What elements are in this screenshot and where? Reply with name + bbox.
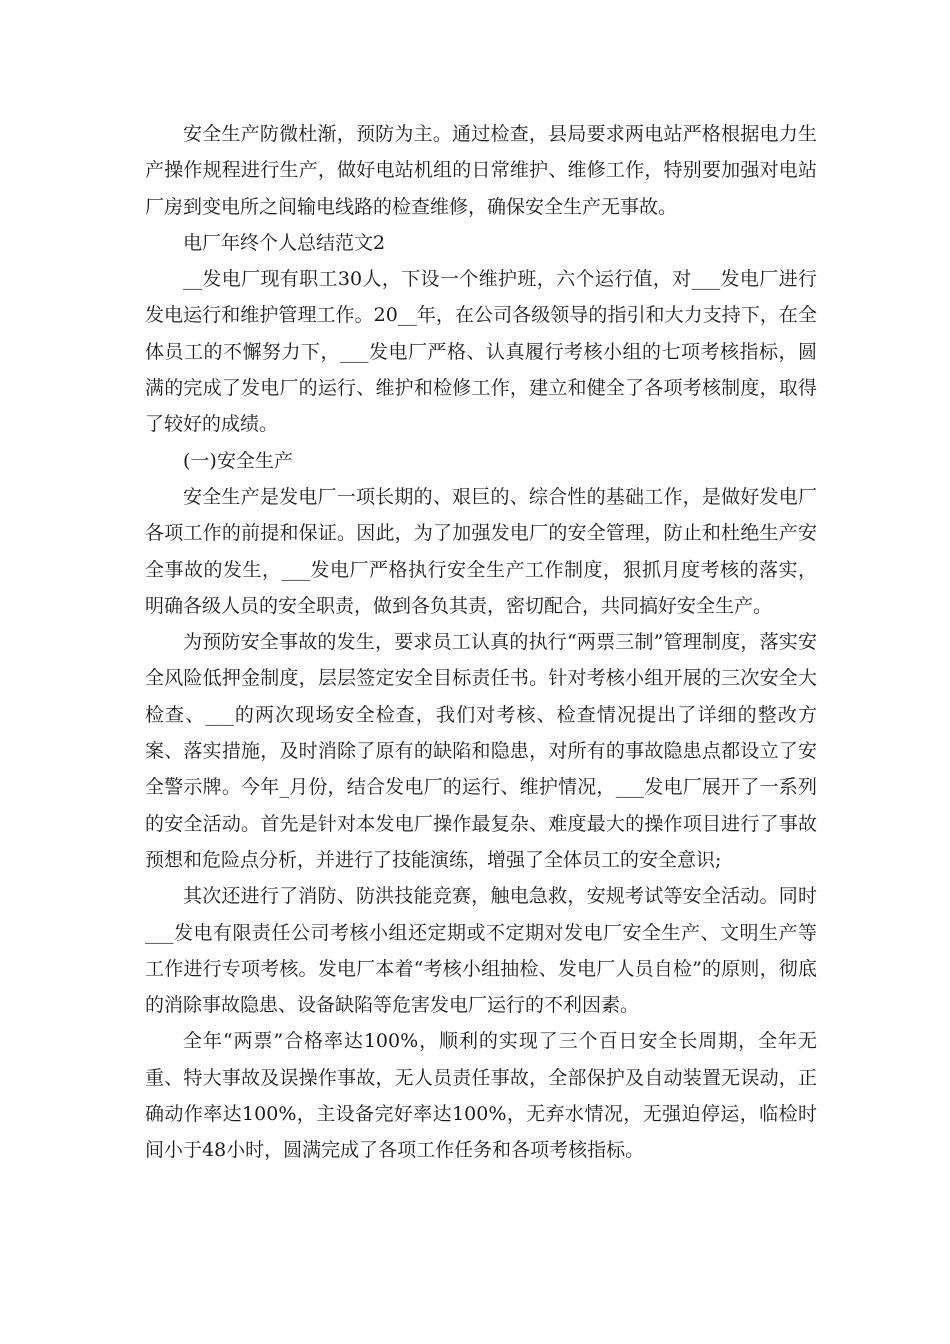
paragraph-safety-prevention: 安全生产防微杜渐，预防为主。通过检查，县局要求两电站严格根据电力生产操作规程进行生产，做好电站机组的日常维护、维修工作，特别要加强对电站厂房到变电所之间输电线路的检查维修，确保安全生产无事故。 xyxy=(145,123,817,218)
paragraph-safety-foundation: 安全生产是发电厂一项长期的、艰巨的、综合性的基础工作，是做好发电厂各项工作的前提和保证。因此，为了加强发电厂的安全管理，防止和杜绝生产安全事故的发生，___发电厂严格执行安全生产工作制度，狠抓月度考核的落实，明确各级人员的安全职责，做到各负其责，密切配合，共同搞好安全生产。 xyxy=(145,485,817,617)
paragraph-annual-results: 全年“两票”合格率达100%，顺利的实现了三个百日安全长周期，全年无重、特大事故及误操作事故，无人员责任事故，全部保护及自动装置无误动，正确动作率达100%，主设备完好率达100%，无弃水情况，无强迫停运，临检时间小于48小时，圆满完成了各项工作任务和各项考核指标。 xyxy=(145,1030,817,1162)
document-body xyxy=(145,116,817,1169)
paragraph-plant-overview: __发电厂现有职工30人，下设一个维护班，六个运行值，对___发电厂进行发电运行和维护管理工作。20__年，在公司各级领导的指引和大力支持下，在全体员工的不懈努力下，___发电厂严格、认真履行考核小组的七项考核指标，圆满的完成了发电厂的运行、维护和检修工作，建立和健全了各项考核制度，取得了较好的成绩。 xyxy=(145,268,817,436)
paragraph-safety-activities: 其次还进行了消防、防洪技能竞赛，触电急救，安规考试等安全活动。同时___发电有限责任公司考核小组还定期或不定期对发电厂安全生产、文明生产等工作进行专项考核。发电厂本着“考核小组抽检、发电厂人员自检”的原则，彻底的消除事故隐患、设备缺陷等危害发电厂运行的不利因素。 xyxy=(145,885,817,1017)
section-heading-sample-2: 电厂年终个人总结范文2 xyxy=(183,231,386,254)
section-heading-safety-production: (一)安全生产 xyxy=(183,449,293,472)
paragraph-accident-prevention: 为预防安全事故的发生，要求员工认真的执行“两票三制”管理制度，落实安全风险低押金制度，层层签定安全目标责任书。针对考核小组开展的三次安全大检查、___的两次现场安全检查，我们对考核、检查情况提出了详细的整改方案、落实措施，及时消除了原有的缺陷和隐患，对所有的事故隐患点都设立了安全警示牌。今年_月份，结合发电厂的运行、维护情况，___发电厂展开了一系列的安全活动。首先是针对本发电厂操作最复杂、难度最大的操作项目进行了事故预想和危险点分析，并进行了技能演练，增强了全体员工的安全意识; xyxy=(145,631,817,871)
